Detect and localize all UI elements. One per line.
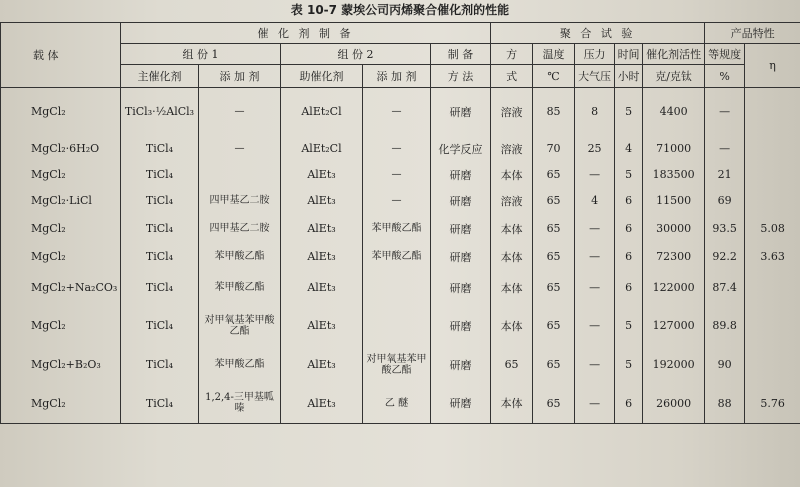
header-prep-method-top: 制 备 bbox=[431, 44, 491, 65]
cell-additive2: 对甲氧基苯甲酸乙酯 bbox=[363, 346, 431, 384]
cell-additive2: 乙 醚 bbox=[363, 384, 431, 424]
cell-temp: 65 bbox=[533, 346, 575, 384]
cell-activity: 11500 bbox=[643, 188, 705, 214]
header-eta: η bbox=[745, 44, 800, 88]
cell-additive1: 四甲基乙二胺 bbox=[199, 188, 281, 214]
cell-mode: 本体 bbox=[491, 270, 533, 306]
cell-mode: 溶液 bbox=[491, 88, 533, 136]
header-activity-top: 催化剂活性 bbox=[643, 44, 705, 65]
cell-time: 6 bbox=[615, 214, 643, 244]
cell-mode: 溶液 bbox=[491, 136, 533, 162]
cell-eta bbox=[745, 188, 800, 214]
header-temp-top: 温度 bbox=[533, 44, 575, 65]
cell-additive1: 苯甲酸乙酯 bbox=[199, 244, 281, 270]
cell-eta: 5.76 bbox=[745, 384, 800, 424]
cell-pressure: 8 bbox=[575, 88, 615, 136]
cell-temp: 65 bbox=[533, 162, 575, 188]
cell-carrier: MgCl₂·LiCl bbox=[1, 188, 121, 214]
cell-main-catalyst: TiCl₄ bbox=[121, 270, 199, 306]
cell-activity: 30000 bbox=[643, 214, 705, 244]
cell-temp: 65 bbox=[533, 244, 575, 270]
cell-main-catalyst: TiCl₃·½AlCl₃ bbox=[121, 88, 199, 136]
cell-isotactic: — bbox=[705, 136, 745, 162]
table-row bbox=[1, 214, 800, 244]
cell-co-catalyst: AlEt₃ bbox=[281, 270, 363, 306]
header-mode-top: 方 bbox=[491, 44, 533, 65]
header-additive1: 添 加 剂 bbox=[199, 65, 281, 88]
cell-isotactic: — bbox=[705, 88, 745, 136]
cell-prep-method: 研磨 bbox=[431, 244, 491, 270]
cell-time: 5 bbox=[615, 306, 643, 346]
cell-activity: 122000 bbox=[643, 270, 705, 306]
header-temp-bottom: ℃ bbox=[533, 65, 575, 88]
cell-eta bbox=[745, 88, 800, 136]
cell-prep-method: 研磨 bbox=[431, 346, 491, 384]
catalyst-performance-table bbox=[0, 22, 800, 424]
cell-isotactic: 87.4 bbox=[705, 270, 745, 306]
header-pressure-bottom: 大气压 bbox=[575, 65, 615, 88]
cell-temp: 70 bbox=[533, 136, 575, 162]
header-additive2: 添 加 剂 bbox=[363, 65, 431, 88]
cell-carrier: MgCl₂·6H₂O bbox=[1, 136, 121, 162]
cell-eta: 5.08 bbox=[745, 214, 800, 244]
cell-carrier: MgCl₂ bbox=[1, 214, 121, 244]
cell-prep-method: 研磨 bbox=[431, 188, 491, 214]
cell-main-catalyst: TiCl₄ bbox=[121, 244, 199, 270]
header-time-bottom: 小时 bbox=[615, 65, 643, 88]
table-title: 表 10-7 蒙埃公司丙烯聚合催化剂的性能 bbox=[290, 3, 510, 17]
cell-time: 6 bbox=[615, 188, 643, 214]
table-row bbox=[1, 136, 800, 162]
cell-mode: 本体 bbox=[491, 244, 533, 270]
cell-mode: 65 bbox=[491, 346, 533, 384]
cell-additive2: — bbox=[363, 136, 431, 162]
cell-temp: 65 bbox=[533, 306, 575, 346]
cell-activity: 4400 bbox=[643, 88, 705, 136]
table-row bbox=[1, 162, 800, 188]
table-row bbox=[1, 88, 800, 136]
cell-co-catalyst: AlEt₃ bbox=[281, 346, 363, 384]
cell-mode: 溶液 bbox=[491, 188, 533, 214]
header-main-catalyst: 主催化剂 bbox=[121, 65, 199, 88]
cell-time: 6 bbox=[615, 244, 643, 270]
cell-eta bbox=[745, 306, 800, 346]
cell-time: 5 bbox=[615, 162, 643, 188]
cell-prep-method: 研磨 bbox=[431, 214, 491, 244]
cell-isotactic: 89.8 bbox=[705, 306, 745, 346]
cell-isotactic: 69 bbox=[705, 188, 745, 214]
cell-carrier: MgCl₂ bbox=[1, 384, 121, 424]
cell-additive1 bbox=[199, 162, 281, 188]
cell-carrier: MgCl₂+Na₂CO₃ bbox=[1, 270, 121, 306]
header-activity-bottom: 克/克钛 bbox=[643, 65, 705, 88]
cell-activity: 127000 bbox=[643, 306, 705, 346]
cell-additive1: 1,2,4-三甲基呱嗪 bbox=[199, 384, 281, 424]
cell-carrier: MgCl₂+B₂O₃ bbox=[1, 346, 121, 384]
cell-carrier: MgCl₂ bbox=[1, 306, 121, 346]
header-carrier: 载 体 bbox=[1, 23, 121, 88]
header-isotactic-top: 等规度 bbox=[705, 44, 745, 65]
cell-isotactic: 90 bbox=[705, 346, 745, 384]
table-row bbox=[1, 346, 800, 384]
cell-additive2 bbox=[363, 306, 431, 346]
cell-activity: 71000 bbox=[643, 136, 705, 162]
cell-prep-method: 研磨 bbox=[431, 306, 491, 346]
cell-co-catalyst: AlEt₃ bbox=[281, 188, 363, 214]
cell-mode: 本体 bbox=[491, 162, 533, 188]
table-row bbox=[1, 244, 800, 270]
cell-temp: 65 bbox=[533, 214, 575, 244]
cell-pressure: — bbox=[575, 270, 615, 306]
header-component2: 组 份 2 bbox=[281, 44, 431, 65]
header-polymerization: 聚 合 试 验 bbox=[491, 23, 705, 44]
cell-additive2: 苯甲酸乙酯 bbox=[363, 244, 431, 270]
cell-additive2 bbox=[363, 270, 431, 306]
cell-eta: 3.63 bbox=[745, 244, 800, 270]
cell-temp: 65 bbox=[533, 384, 575, 424]
header-component1: 组 份 1 bbox=[121, 44, 281, 65]
table-row bbox=[1, 270, 800, 306]
header-prep-method-bottom: 方 法 bbox=[431, 65, 491, 88]
cell-eta bbox=[745, 270, 800, 306]
cell-temp: 85 bbox=[533, 88, 575, 136]
cell-isotactic: 88 bbox=[705, 384, 745, 424]
header-time-top: 时间 bbox=[615, 44, 643, 65]
cell-pressure: — bbox=[575, 346, 615, 384]
cell-main-catalyst: TiCl₄ bbox=[121, 384, 199, 424]
cell-main-catalyst: TiCl₄ bbox=[121, 162, 199, 188]
header-pressure-top: 压力 bbox=[575, 44, 615, 65]
cell-eta bbox=[745, 136, 800, 162]
cell-additive1: 苯甲酸乙酯 bbox=[199, 270, 281, 306]
header-isotactic-bottom: % bbox=[705, 65, 745, 88]
cell-carrier: MgCl₂ bbox=[1, 88, 121, 136]
cell-activity: 183500 bbox=[643, 162, 705, 188]
header-product-props: 产品特性 bbox=[705, 23, 800, 44]
cell-pressure: — bbox=[575, 384, 615, 424]
cell-time: 4 bbox=[615, 136, 643, 162]
cell-activity: 72300 bbox=[643, 244, 705, 270]
cell-time: 5 bbox=[615, 346, 643, 384]
cell-additive2: — bbox=[363, 188, 431, 214]
cell-co-catalyst: AlEt₃ bbox=[281, 244, 363, 270]
cell-eta bbox=[745, 162, 800, 188]
cell-pressure: 25 bbox=[575, 136, 615, 162]
cell-main-catalyst: TiCl₄ bbox=[121, 188, 199, 214]
cell-carrier: MgCl₂ bbox=[1, 162, 121, 188]
cell-additive1: — bbox=[199, 88, 281, 136]
cell-prep-method: 研磨 bbox=[431, 88, 491, 136]
cell-additive2: — bbox=[363, 88, 431, 136]
cell-main-catalyst: TiCl₄ bbox=[121, 346, 199, 384]
cell-co-catalyst: AlEt₂Cl bbox=[281, 136, 363, 162]
cell-isotactic: 21 bbox=[705, 162, 745, 188]
cell-prep-method: 研磨 bbox=[431, 162, 491, 188]
cell-pressure: — bbox=[575, 162, 615, 188]
cell-isotactic: 92.2 bbox=[705, 244, 745, 270]
cell-main-catalyst: TiCl₄ bbox=[121, 306, 199, 346]
cell-time: 6 bbox=[615, 384, 643, 424]
cell-prep-method: 化学反应 bbox=[431, 136, 491, 162]
cell-main-catalyst: TiCl₄ bbox=[121, 136, 199, 162]
cell-co-catalyst: AlEt₃ bbox=[281, 306, 363, 346]
table-body bbox=[1, 88, 800, 424]
cell-co-catalyst: AlEt₂Cl bbox=[281, 88, 363, 136]
header-catalyst-prep: 催 化 剂 制 备 bbox=[121, 23, 491, 44]
cell-eta bbox=[745, 346, 800, 384]
table-row bbox=[1, 384, 800, 424]
cell-time: 5 bbox=[615, 88, 643, 136]
cell-pressure: — bbox=[575, 214, 615, 244]
cell-additive1: 苯甲酸乙酯 bbox=[199, 346, 281, 384]
cell-additive1: 对甲氧基苯甲酸乙酯 bbox=[199, 306, 281, 346]
cell-mode: 本体 bbox=[491, 214, 533, 244]
cell-additive1: 四甲基乙二胺 bbox=[199, 214, 281, 244]
cell-co-catalyst: AlEt₃ bbox=[281, 384, 363, 424]
cell-activity: 192000 bbox=[643, 346, 705, 384]
cell-co-catalyst: AlEt₃ bbox=[281, 214, 363, 244]
cell-prep-method: 研磨 bbox=[431, 270, 491, 306]
header-mode-bottom: 式 bbox=[491, 65, 533, 88]
cell-additive2: — bbox=[363, 162, 431, 188]
cell-time: 6 bbox=[615, 270, 643, 306]
cell-mode: 本体 bbox=[491, 384, 533, 424]
cell-pressure: — bbox=[575, 306, 615, 346]
cell-prep-method: 研磨 bbox=[431, 384, 491, 424]
cell-additive1: — bbox=[199, 136, 281, 162]
cell-mode: 本体 bbox=[491, 306, 533, 346]
cell-temp: 65 bbox=[533, 270, 575, 306]
cell-isotactic: 93.5 bbox=[705, 214, 745, 244]
cell-co-catalyst: AlEt₃ bbox=[281, 162, 363, 188]
cell-pressure: 4 bbox=[575, 188, 615, 214]
cell-activity: 26000 bbox=[643, 384, 705, 424]
cell-pressure: — bbox=[575, 244, 615, 270]
cell-additive2: 苯甲酸乙酯 bbox=[363, 214, 431, 244]
cell-carrier: MgCl₂ bbox=[1, 244, 121, 270]
cell-temp: 65 bbox=[533, 188, 575, 214]
table-row bbox=[1, 188, 800, 214]
table-row bbox=[1, 306, 800, 346]
cell-main-catalyst: TiCl₄ bbox=[121, 214, 199, 244]
header-co-catalyst: 助催化剂 bbox=[281, 65, 363, 88]
